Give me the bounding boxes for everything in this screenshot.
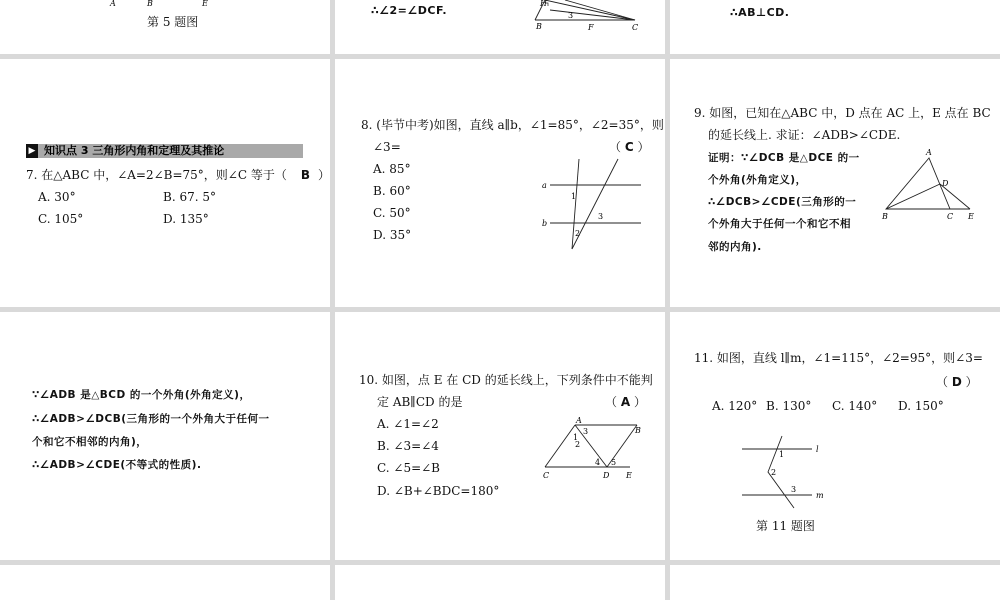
knowledge-point-bar — [26, 144, 303, 158]
conclusion-top: ∴AB⊥CD. — [730, 6, 790, 19]
q8-figure — [335, 59, 665, 307]
q10-option-c: C. ∠5=∠B — [377, 461, 440, 475]
q8-option-d: D. 35° — [373, 228, 412, 242]
fig5-label-b: B — [147, 0, 153, 8]
fig5-caption: 第 5 题图 — [147, 15, 199, 29]
panel-q8 — [335, 59, 665, 307]
q10-label-a: A — [576, 416, 582, 425]
q9-label-a: A — [926, 148, 932, 157]
fig-label-f: F — [588, 23, 594, 32]
q11-option-c: C. 140° — [832, 399, 878, 413]
proof-left-2: ∴∠ADB>∠DCB(三角形的一个外角大于任何一 — [32, 413, 270, 425]
q8-option-b: B. 60° — [373, 184, 411, 198]
fig5-label-a: A — [110, 0, 116, 8]
q9-proof-5: 邻的内角). — [708, 241, 762, 253]
proof-line-top: ∴∠2=∠DCF. — [371, 4, 448, 17]
q10-option-a: A. ∠1=∠2 — [377, 417, 439, 431]
q8-answer: C — [624, 140, 634, 154]
q10-label-4: 4 — [595, 458, 601, 467]
panel-knowledge-q7 — [0, 59, 330, 307]
panel-next-right — [670, 565, 1000, 600]
q10-stem-line1: 10. 如图，点 E 在 CD 的延长线上，下列条件中不能判 — [359, 373, 653, 387]
q8-option-c: C. 50° — [373, 206, 411, 220]
q10-label-c: C — [543, 471, 550, 480]
q10-option-d: D. ∠B+∠BDC=180° — [377, 484, 500, 498]
panel-q9 — [670, 59, 1000, 307]
fig-label-h: H — [540, 0, 547, 8]
q9-label-c: C — [947, 212, 954, 221]
q11-figure — [670, 312, 1000, 560]
q11-label-3: 3 — [791, 485, 797, 494]
q11-caption: 第 11 题图 — [756, 519, 815, 533]
q7-stem: 7. 在△ABC 中，∠A=2∠B=75°，则∠C 等于（ B ） — [26, 168, 330, 182]
q10-label-3: 3 — [583, 427, 589, 436]
q11-answer: D — [951, 375, 962, 389]
q8-option-a: A. 85° — [373, 162, 411, 176]
panel-top-middle — [335, 0, 665, 54]
q11-option-a: A. 120° — [712, 399, 758, 413]
q8-label-1: 1 — [571, 192, 577, 201]
q10-label-2: 2 — [575, 440, 581, 449]
q8-stem-line1: 8. (毕节中考)如图，直线 a∥b，∠1=85°，∠2=35°，则 — [361, 118, 664, 132]
panel-next-left — [0, 565, 330, 600]
q8-label-a: a — [542, 181, 547, 190]
q10-figure — [335, 312, 665, 560]
q9-stem-line1: 9. 如图，已知在△ABC 中，D 点在 AC 上，E 点在 BC — [694, 106, 991, 120]
q7-option-a: A. 30° — [38, 190, 76, 204]
q11-label-2: 2 — [771, 468, 777, 477]
q10-label-5: 5 — [611, 458, 617, 467]
panel-top-right — [670, 0, 1000, 54]
q11-label-l: l — [816, 445, 819, 454]
proof-left-1: ∵∠ADB 是△BCD 的一个外角(外角定义)， — [32, 389, 251, 401]
q10-answer-bracket: （ A ） — [605, 395, 646, 409]
q9-proof-4: 个外角大于任何一个和它不相 — [708, 218, 851, 230]
q10-stem-line2: 定 AB∥CD 的是 — [377, 395, 463, 409]
q11-stem: 11. 如图，直线 l∥m，∠1=115°，∠2=95°，则∠3= — [694, 351, 983, 365]
q9-figure — [670, 59, 1000, 307]
q11-label-1: 1 — [779, 450, 785, 459]
fig-label-c: C — [632, 23, 639, 32]
q11-option-b: B. 130° — [766, 399, 812, 413]
q7-answer: B — [300, 168, 311, 182]
play-icon: ▶ — [26, 144, 38, 158]
fig5-label-e: E — [202, 0, 208, 8]
q10-option-b: B. ∠3=∠4 — [377, 439, 439, 453]
q10-label-e: E — [626, 471, 632, 480]
panel-q10 — [335, 312, 665, 560]
q9-label-b: B — [882, 212, 888, 221]
fig-label-3: 3 — [568, 11, 574, 20]
top-middle-figure — [335, 0, 665, 54]
q7-option-d: D. 135° — [163, 212, 209, 226]
q7-option-c: C. 105° — [38, 212, 84, 226]
q10-label-b: B — [635, 426, 641, 435]
proof-left-4: ∴∠ADB>∠CDE(不等式的性质). — [32, 459, 202, 471]
q10-label-d: D — [603, 471, 610, 480]
panel-q11 — [670, 312, 1000, 560]
q9-proof-1: 证明：∵∠DCB 是△DCE 的一 — [708, 152, 860, 164]
q8-label-b: b — [542, 219, 548, 228]
q11-answer-bracket: （ D ） — [936, 375, 978, 389]
q11-label-m: m — [816, 491, 824, 500]
q8-answer-bracket: （ C ） — [609, 140, 650, 154]
q9-label-d: D — [942, 179, 949, 188]
panel-next-middle — [335, 565, 665, 600]
q9-label-e: E — [968, 212, 974, 221]
q9-proof-2: 个外角(外角定义)， — [708, 174, 807, 186]
q7-option-b: B. 67. 5° — [163, 190, 216, 204]
q9-stem-line2: 的延长线上. 求证：∠ADB>∠CDE. — [708, 128, 901, 142]
q10-answer: A — [620, 395, 631, 409]
q9-proof-3: ∴∠DCB>∠CDE(三角形的一 — [708, 196, 857, 208]
q8-stem-line2: ∠3= — [373, 140, 401, 154]
q8-label-2: 2 — [575, 229, 581, 238]
proof-left-3: 个和它不相邻的内角)， — [32, 436, 148, 448]
q11-option-d: D. 150° — [898, 399, 944, 413]
fig-label-b: B — [536, 22, 542, 31]
q10-label-1: 1 — [573, 433, 579, 442]
q8-label-3: 3 — [598, 212, 604, 221]
panel-top-left — [0, 0, 330, 54]
knowledge-point-title: 知识点 3 三角形内角和定理及其推论 — [44, 144, 225, 157]
panel-proof-left — [0, 312, 330, 560]
